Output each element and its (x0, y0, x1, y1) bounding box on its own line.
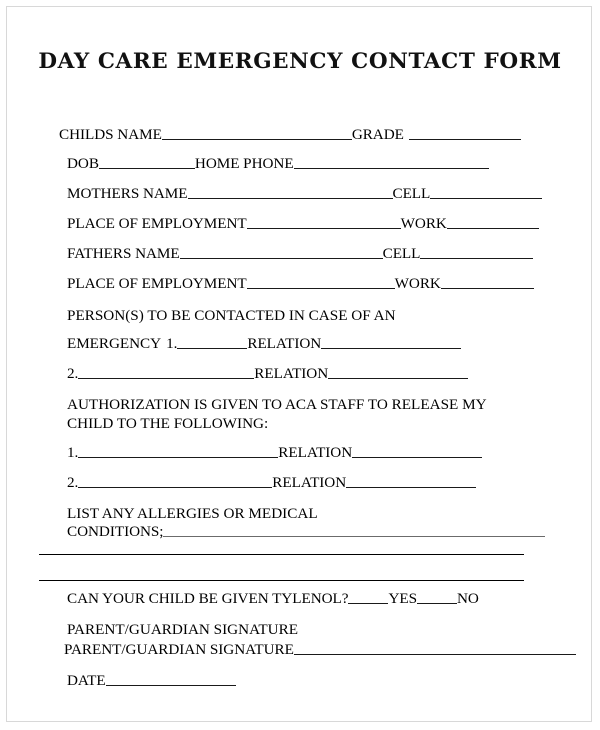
date-input[interactable] (106, 673, 236, 686)
grade-label: GRADE (351, 126, 404, 143)
tylenol-no-checkbox[interactable] (417, 591, 457, 604)
authorized-person-2-relation-input[interactable] (346, 475, 476, 488)
authorization-heading-line1: AUTHORIZATION IS GIVEN TO ACA STAFF TO RELEASE MY (67, 396, 487, 413)
form-page (6, 6, 592, 722)
medical-conditions-label: CONDITIONS; (67, 523, 164, 540)
date-label: DATE (67, 672, 106, 689)
authorized-person-1-number: 1. (67, 444, 79, 461)
row-father-employment (67, 275, 534, 292)
medical-conditions-blank-line-1[interactable] (39, 554, 524, 555)
authorized-person-1-name-input[interactable] (78, 445, 278, 458)
emergency-contact-1-name-input[interactable] (177, 336, 247, 349)
row-mothers-name (67, 185, 542, 202)
mother-work-input[interactable] (447, 216, 539, 229)
medical-conditions-blank-line-2[interactable] (39, 580, 524, 581)
row-medical-conditions (67, 523, 545, 540)
home-phone-label: HOME PHONE (194, 155, 294, 172)
emergency-contact-2-relation-label: RELATION (254, 365, 329, 382)
father-cell-label: CELL (382, 245, 421, 262)
mothers-name-input[interactable] (188, 186, 393, 199)
authorized-person-1-relation-input[interactable] (352, 445, 482, 458)
parent-guardian-signature-label-2: PARENT/GUARDIAN SIGNATURE (64, 641, 294, 658)
form-sheet (7, 7, 591, 721)
childs-name-label: CHILDS NAME (59, 126, 162, 143)
childs-name-input[interactable] (162, 127, 352, 140)
emergency-contact-1-relation-input[interactable] (321, 336, 461, 349)
father-place-of-employment-input[interactable] (247, 276, 395, 289)
row-mother-employment (67, 215, 539, 232)
row-emergency-contact-1 (67, 335, 461, 352)
fathers-name-label: FATHERS NAME (67, 245, 180, 262)
dob-input[interactable] (99, 156, 195, 169)
row-date (67, 672, 236, 689)
tylenol-no-label: NO (457, 590, 479, 607)
authorized-person-2-name-input[interactable] (78, 475, 272, 488)
medical-conditions-input[interactable] (163, 524, 545, 537)
tylenol-yes-checkbox[interactable] (348, 591, 388, 604)
home-phone-input[interactable] (294, 156, 489, 169)
row-authorized-person-2 (67, 474, 476, 491)
mother-place-of-employment-label: PLACE OF EMPLOYMENT (67, 215, 247, 232)
emergency-contacts-heading: PERSON(S) TO BE CONTACTED IN CASE OF AN (67, 307, 396, 324)
mother-work-label: WORK (400, 215, 447, 232)
row-fathers-name (67, 245, 533, 262)
parent-guardian-signature-label-1: PARENT/GUARDIAN SIGNATURE (67, 621, 299, 638)
row-dob-home-phone (67, 155, 489, 172)
authorized-person-2-number: 2. (67, 474, 79, 491)
father-work-label: WORK (394, 275, 441, 292)
mother-place-of-employment-input[interactable] (247, 216, 401, 229)
grade-input[interactable] (409, 127, 521, 140)
row-emergency-contact-2 (67, 365, 468, 382)
emergency-contact-1-number: 1. (166, 335, 178, 352)
father-place-of-employment-label: PLACE OF EMPLOYMENT (67, 275, 247, 292)
tylenol-yes-label: YES (388, 590, 417, 607)
parent-guardian-signature-input[interactable] (294, 642, 576, 655)
medical-heading-line1: LIST ANY ALLERGIES OR MEDICAL (67, 505, 318, 522)
emergency-contact-1-relation-label: RELATION (247, 335, 322, 352)
row-parent-guardian-signature (64, 641, 576, 658)
row-childs-name (59, 126, 521, 143)
row-tylenol-consent (67, 590, 479, 607)
fathers-name-input[interactable] (180, 246, 383, 259)
mother-cell-input[interactable] (430, 186, 542, 199)
tylenol-question-label: CAN YOUR CHILD BE GIVEN TYLENOL? (67, 590, 349, 607)
dob-label: DOB (67, 155, 99, 172)
authorization-heading-line2: CHILD TO THE FOLLOWING: (67, 415, 269, 432)
authorized-person-2-relation-label: RELATION (272, 474, 347, 491)
emergency-contact-2-name-input[interactable] (78, 366, 254, 379)
father-cell-input[interactable] (420, 246, 533, 259)
mothers-name-label: MOTHERS NAME (67, 185, 188, 202)
authorized-person-1-relation-label: RELATION (278, 444, 353, 461)
row-authorized-person-1 (67, 444, 482, 461)
emergency-contact-2-number: 2. (67, 365, 79, 382)
mother-cell-label: CELL (392, 185, 431, 202)
page-title: DAY CARE EMERGENCY CONTACT FORM (38, 49, 562, 74)
emergency-contact-2-relation-input[interactable] (328, 366, 468, 379)
father-work-input[interactable] (441, 276, 534, 289)
emergency-label: EMERGENCY (67, 335, 162, 352)
